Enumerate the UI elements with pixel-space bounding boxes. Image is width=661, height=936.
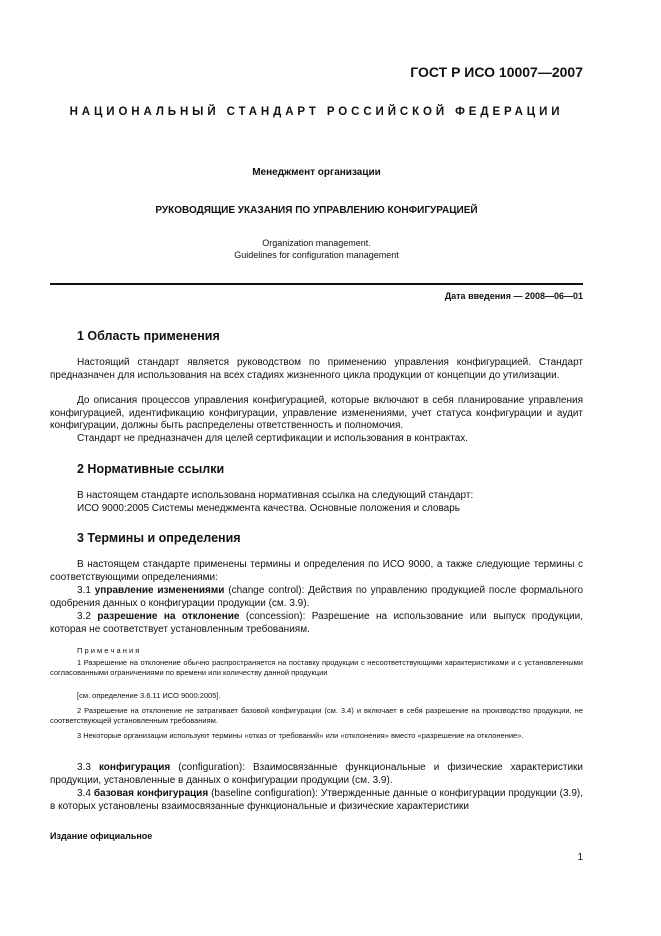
section-heading: 1 Область применения xyxy=(77,329,220,343)
paragraph: В настоящем стандарте применены термины и определения по ИСО 9000, а также следующие термины с соответствующими определениями: xyxy=(50,559,583,583)
note: 3 Некоторые организации используют термины «отказ от требований» или «отклонения» вместо «разрешение на отклонение». xyxy=(77,731,524,740)
official-edition-label: Издание официальное xyxy=(50,831,153,841)
page-number: 1 xyxy=(577,852,583,863)
paragraph: Настоящий стандарт является руководством по применению управления конфигурацией. Стандарт предназначен для использования на всех стадиях жизненного цикла продукции от концепции до утилизации. xyxy=(50,357,583,381)
notes-title: П р и м е ч а н и я xyxy=(77,646,140,655)
section-heading: 2 Нормативные ссылки xyxy=(77,462,225,476)
note-reference: [см. определение 3.6.11 ИСО 9000:2005]. xyxy=(77,691,221,700)
term: конфигурация xyxy=(98,762,171,773)
paragraph: Стандарт не предназначен для целей сертификации и использования в контрактах. xyxy=(77,433,469,444)
term: базовая конфигурация xyxy=(93,788,209,799)
title-divider xyxy=(50,283,583,285)
title-english-line2: Guidelines for configuration management xyxy=(234,250,399,260)
term-definition: 3.3 конфигурация (configuration): Взаимосвязанные функциональные и физические характеристики продукции, установленные в данных о конфигурации продукции (см. 3.9). xyxy=(50,762,584,786)
note: 2 Разрешение на отклонение не затрагивает базовой конфигурации (см. 3.4) и включает в себя разрешение на производство продукции, не соответствующей установленным требованиям. xyxy=(50,706,583,726)
section-heading: 3 Термины и определения xyxy=(77,531,241,545)
term-definition: 3.4 базовая конфигурация (baseline configuration): Утвержденные данные о конфигурации продукции (3.9), в которых установлены взаимосвязанные функциональные и физические характеристики xyxy=(50,788,584,812)
note: 1 Разрешение на отклонение обычно распространяется на поставку продукции с несоответствующими характеристиками и с установленными согласованными ограничениями по времени или количеству данной продукции xyxy=(50,658,583,678)
intro-date: Дата введения — 2008—06—01 xyxy=(444,291,583,301)
term: управление изменениями xyxy=(94,585,225,596)
term: разрешение на отклонение xyxy=(97,611,240,622)
national-standard-banner: НАЦИОНАЛЬНЫЙ СТАНДАРТ РОССИЙСКОЙ ФЕДЕРАЦИИ xyxy=(69,106,564,118)
title-org: Менеджмент организации xyxy=(252,167,381,178)
paragraph: До описания процессов управления конфигурацией, которые включают в себя планирование управления конфигурацией, идентификацию конфигурации, управление изменениями, учет статуса конфигурации и аудит конфигурации, должны быть распределены ответственность и полномочия. xyxy=(50,395,583,431)
paragraph: В настоящем стандарте использована нормативная ссылка на следующий стандарт: xyxy=(77,490,474,501)
doc-number: ГОСТ Р ИСО 10007—2007 xyxy=(410,64,583,80)
normative-reference: ИСО 9000:2005 Системы менеджмента качества. Основные положения и словарь xyxy=(77,503,461,514)
term-definition: 3.1 управление изменениями (change control): Действия по управлению продукцией после формального одобрения данных о конфигурации продукции (см. 3.9). xyxy=(50,585,584,609)
title-main: РУКОВОДЯЩИЕ УКАЗАНИЯ ПО УПРАВЛЕНИЮ КОНФИГУРАЦИЕЙ xyxy=(155,205,478,216)
term-definition: 3.2 разрешение на отклонение (concession): Разрешение на использование или выпуск продукции, которая не соответствует установленным требованиям. xyxy=(50,611,584,635)
title-english-line1: Organization management. xyxy=(262,238,371,248)
